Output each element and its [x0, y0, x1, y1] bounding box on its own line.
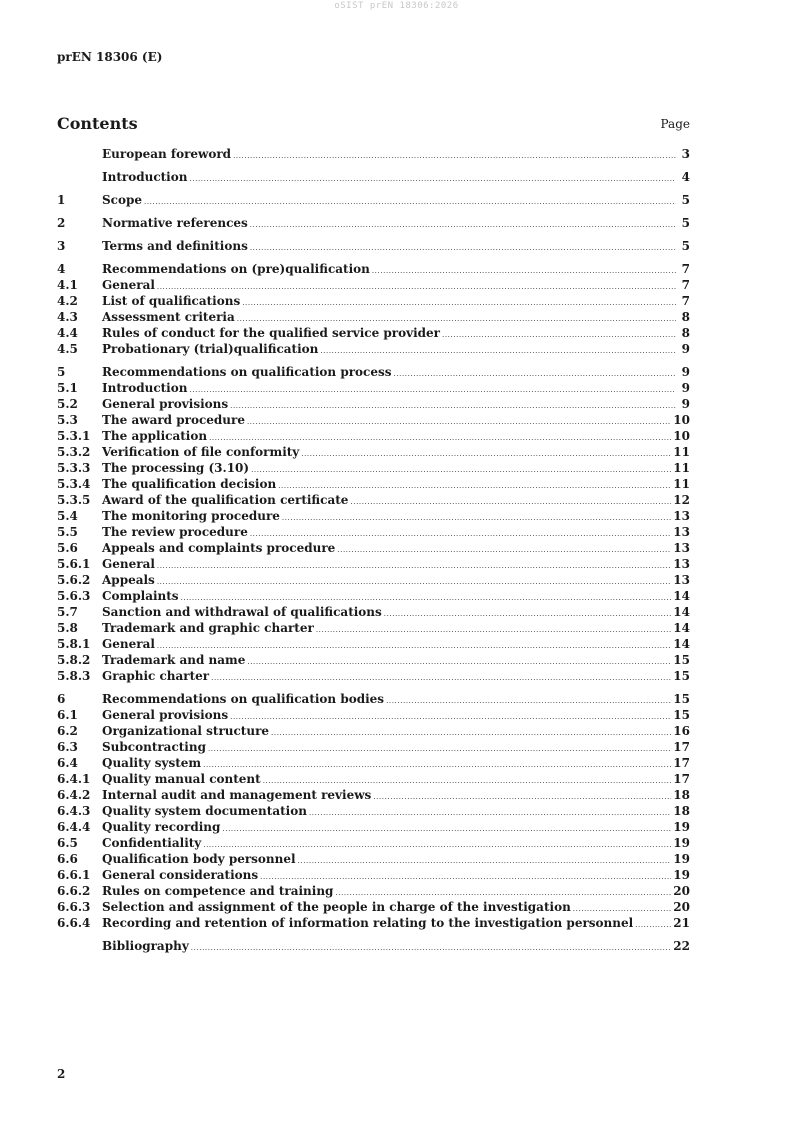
toc-entry-title: Quality recording [102, 820, 221, 834]
toc-entry[interactable] [57, 572, 690, 588]
toc-entry-title: Assessment criteria [102, 310, 235, 324]
toc-entry-title: Graphic charter [102, 669, 210, 683]
toc-entry[interactable] [57, 169, 690, 185]
toc-entry-number: 4 [57, 262, 66, 276]
toc-entry-number: 5.6.2 [57, 573, 91, 587]
toc-dot-leader [222, 821, 671, 837]
toc-entry-page: 21 [673, 916, 690, 930]
toc-entry-number: 4.1 [57, 278, 78, 292]
toc-entry-title: The processing (3.10) [102, 461, 250, 475]
toc-entry-number: 1 [57, 193, 66, 207]
toc-entry-number: 5.8 [57, 621, 78, 635]
toc-dot-leader [251, 462, 671, 478]
toc-entry-number: 6.4.2 [57, 788, 91, 802]
toc-entry-title: Probationary (trial)qualification [102, 342, 319, 356]
toc-entry-number: 2 [57, 216, 66, 230]
toc-dot-leader [384, 606, 672, 622]
contents-title: Contents [57, 114, 138, 133]
toc-dot-leader [373, 789, 671, 805]
toc-entry-page: 8 [681, 310, 690, 324]
toc-entry-page: 15 [673, 653, 690, 667]
toc-dot-leader [211, 670, 671, 686]
toc-entry-page: 12 [673, 493, 690, 507]
toc-entry[interactable] [57, 540, 690, 556]
toc-group [57, 169, 690, 185]
toc-entry-page: 15 [673, 692, 690, 706]
toc-dot-leader [394, 366, 677, 382]
toc-entry-page: 19 [673, 852, 690, 866]
toc-entry[interactable] [57, 192, 690, 208]
toc-dot-leader [350, 494, 671, 510]
toc-entry[interactable] [57, 755, 690, 771]
toc-entry-number: 6.2 [57, 724, 78, 738]
toc-entry-title: Rules of conduct for the qualified service provider [102, 326, 440, 340]
toc-dot-leader [386, 693, 671, 709]
toc-entry-title: Confidentiality [102, 836, 202, 850]
toc-entry-page: 14 [673, 605, 690, 619]
toc-entry[interactable] [57, 723, 690, 739]
toc-entry-title: Quality manual content [102, 772, 261, 786]
toc-dot-leader [189, 171, 676, 187]
toc-entry-page: 11 [673, 445, 690, 459]
toc-entry-page: 11 [673, 461, 690, 475]
watermark: oSIST prEN 18306:2026 [334, 1, 459, 11]
toc-entry-title: Complaints [102, 589, 179, 603]
toc-entry[interactable] [57, 787, 690, 803]
toc-entry-number: 6.1 [57, 708, 78, 722]
toc-entry[interactable] [57, 739, 690, 755]
toc-entry-title: Recommendations on qualification bodies [102, 692, 385, 706]
toc-entry[interactable] [57, 835, 690, 851]
toc-entry-page: 18 [673, 788, 690, 802]
toc-dot-leader [250, 217, 676, 233]
toc-entry-page: 20 [673, 884, 690, 898]
toc-entry-number: 5.3.3 [57, 461, 91, 475]
toc-entry-title: Trademark and name [102, 653, 246, 667]
toc-entry-title: Rules on competence and training [102, 884, 334, 898]
toc-entry[interactable] [57, 261, 690, 277]
toc-entry-title: The monitoring procedure [102, 509, 280, 523]
toc-entry-number: 6.4 [57, 756, 78, 770]
toc-entry-page: 15 [673, 669, 690, 683]
toc-dot-leader [250, 240, 676, 256]
toc-entry-number: 5.1 [57, 381, 78, 395]
toc-entry-title: Introduction [102, 381, 188, 395]
toc-entry-page: 11 [673, 477, 690, 491]
toc-entry-number: 6.4.4 [57, 820, 91, 834]
toc-entry-page: 5 [681, 193, 690, 207]
toc-group [57, 261, 690, 357]
toc-entry-page: 9 [681, 381, 690, 395]
toc-entry-number: 3 [57, 239, 66, 253]
toc-dot-leader [301, 446, 671, 462]
toc-dot-leader [242, 295, 676, 311]
toc-entry-page: 4 [681, 170, 690, 184]
toc-entry-title: Quality system documentation [102, 804, 307, 818]
toc-entry-number: 6.4.3 [57, 804, 91, 818]
toc-entry-page: 5 [681, 239, 690, 253]
toc-entry-page: 17 [673, 740, 690, 754]
toc-entry[interactable] [57, 277, 690, 293]
toc-entry-number: 6.5 [57, 836, 78, 850]
toc-group [57, 364, 690, 684]
document-id: prEN 18306 (E) [57, 50, 163, 64]
toc-entry-page: 7 [681, 262, 690, 276]
toc-entry[interactable] [57, 476, 690, 492]
toc-entry-page: 13 [673, 541, 690, 555]
toc-entry-number: 5.7 [57, 605, 78, 619]
toc-dot-leader [233, 148, 676, 164]
toc-dot-leader [282, 510, 671, 526]
toc-dot-leader [230, 709, 671, 725]
toc-entry[interactable] [57, 396, 690, 412]
toc-entry[interactable] [57, 341, 690, 357]
toc-entry[interactable] [57, 819, 690, 835]
toc-group [57, 691, 690, 931]
toc-entry-title: Selection and assignment of the people in charge of the investigation [102, 900, 571, 914]
toc-entry-number: 6.6 [57, 852, 78, 866]
toc-entry-page: 8 [681, 326, 690, 340]
toc-dot-leader [230, 398, 676, 414]
toc-group [57, 146, 690, 162]
toc-dot-leader [298, 853, 672, 869]
toc-dot-leader [191, 940, 672, 956]
toc-dot-leader [372, 263, 676, 279]
toc-entry[interactable] [57, 309, 690, 325]
toc-entry-page: 14 [673, 589, 690, 603]
toc-entry-number: 5.8.1 [57, 637, 91, 651]
toc-dot-leader [271, 725, 671, 741]
toc-dot-leader [157, 558, 671, 574]
toc-entry[interactable] [57, 803, 690, 819]
toc-entry-title: Verification of file conformity [102, 445, 300, 459]
toc-entry-page: 9 [681, 342, 690, 356]
toc-entry-page: 5 [681, 216, 690, 230]
toc-entry[interactable] [57, 620, 690, 636]
toc-entry[interactable] [57, 412, 690, 428]
toc-entry-title: General provisions [102, 708, 229, 722]
toc-entry-number: 5.3.2 [57, 445, 91, 459]
toc-entry[interactable] [57, 883, 690, 899]
toc-entry-page: 13 [673, 525, 690, 539]
toc-entry-number: 6 [57, 692, 66, 706]
toc-entry-title: European foreword [102, 147, 232, 161]
toc-entry-page: 13 [673, 509, 690, 523]
toc-entry[interactable] [57, 556, 690, 572]
toc-entry-title: Normative references [102, 216, 248, 230]
toc-entry[interactable] [57, 508, 690, 524]
toc-entry-title: Internal audit and management reviews [102, 788, 372, 802]
toc-entry-title: General [102, 278, 155, 292]
toc-entry-page: 20 [673, 900, 690, 914]
toc-entry-page: 10 [673, 429, 690, 443]
toc-entry-number: 5.6 [57, 541, 78, 555]
toc-group [57, 192, 690, 208]
toc-entry-page: 17 [673, 756, 690, 770]
toc-entry[interactable] [57, 364, 690, 380]
toc-dot-leader [157, 574, 671, 590]
toc-entry-page: 16 [673, 724, 690, 738]
toc-dot-leader [208, 741, 671, 757]
toc-entry-title: The application [102, 429, 208, 443]
toc-entry[interactable] [57, 915, 690, 931]
toc-dot-leader [144, 194, 676, 210]
toc-entry-number: 5.4 [57, 509, 78, 523]
toc-entry-page: 13 [673, 573, 690, 587]
toc-entry-title: Bibliography [102, 939, 189, 953]
toc-entry[interactable] [57, 588, 690, 604]
toc-entry-title: General [102, 557, 155, 571]
toc-entry[interactable] [57, 460, 690, 476]
toc-entry-number: 6.6.3 [57, 900, 91, 914]
toc-entry-title: Recording and retention of information relating to the investigation personnel [102, 916, 634, 930]
toc-entry-page: 3 [681, 147, 690, 161]
toc-entry-title: Scope [102, 193, 143, 207]
toc-entry[interactable] [57, 146, 690, 162]
toc-entry[interactable] [57, 938, 690, 954]
toc-entry[interactable] [57, 325, 690, 341]
toc-entry-title: List of qualifications [102, 294, 241, 308]
toc-entry-title: Terms and definitions [102, 239, 248, 253]
toc-entry[interactable] [57, 771, 690, 787]
toc-entry-page: 13 [673, 557, 690, 571]
toc-entry[interactable] [57, 524, 690, 540]
toc-entry[interactable] [57, 238, 690, 254]
toc-entry-number: 4.5 [57, 342, 78, 356]
toc-entry-page: 14 [673, 621, 690, 635]
toc-entry-title: The review procedure [102, 525, 248, 539]
toc-entry[interactable] [57, 867, 690, 883]
toc-entry-title: General considerations [102, 868, 259, 882]
toc-entry-title: Introduction [102, 170, 188, 184]
toc-entry-title: The qualification decision [102, 477, 277, 491]
toc-entry-number: 5.8.2 [57, 653, 91, 667]
toc-entry-number: 5.3 [57, 413, 78, 427]
toc-dot-leader [316, 622, 671, 638]
toc-group [57, 215, 690, 231]
toc-entry-number: 6.6.1 [57, 868, 91, 882]
toc-entry-number: 5.2 [57, 397, 78, 411]
toc-entry-number: 5.3.1 [57, 429, 91, 443]
toc-entry-number: 6.4.1 [57, 772, 91, 786]
toc-entry-number: 5.5 [57, 525, 78, 539]
toc-entry-title: Subcontracting [102, 740, 206, 754]
toc-dot-leader [442, 327, 676, 343]
toc-entry-number: 4.3 [57, 310, 78, 324]
toc-entry-page: 9 [681, 365, 690, 379]
toc-entry-title: Trademark and graphic charter [102, 621, 314, 635]
toc-entry[interactable] [57, 215, 690, 231]
toc-entry-page: 7 [681, 294, 690, 308]
toc-entry-title: Quality system [102, 756, 202, 770]
toc-entry-title: Sanction and withdrawal of qualifications [102, 605, 382, 619]
toc-entry-page: 22 [673, 939, 690, 953]
toc-entry[interactable] [57, 899, 690, 915]
toc-entry-number: 5.3.4 [57, 477, 91, 491]
toc-entry-number: 5.6.1 [57, 557, 91, 571]
toc-dot-leader [189, 382, 676, 398]
toc-group [57, 238, 690, 254]
toc-entry-page: 10 [673, 413, 690, 427]
toc-entry-page: 19 [673, 868, 690, 882]
toc-dot-leader [203, 757, 671, 773]
toc-entry[interactable] [57, 707, 690, 723]
toc-entry-title: Recommendations on qualification process [102, 365, 392, 379]
toc-entry-title: The award procedure [102, 413, 245, 427]
page-number: 2 [57, 1067, 66, 1081]
toc-entry[interactable] [57, 444, 690, 460]
toc-entry-title: Appeals and complaints procedure [102, 541, 336, 555]
toc-dot-leader [635, 917, 671, 933]
toc-entry-page: 7 [681, 278, 690, 292]
toc-entry[interactable] [57, 652, 690, 668]
toc-entry[interactable] [57, 636, 690, 652]
toc-entry[interactable] [57, 691, 690, 707]
toc-entry-page: 14 [673, 637, 690, 651]
toc-entry-page: 17 [673, 772, 690, 786]
toc-entry-number: 4.2 [57, 294, 78, 308]
page-column-label: Page [660, 117, 690, 131]
toc-entry-title: Recommendations on (pre)qualification [102, 262, 370, 276]
toc-entry-title: General [102, 637, 155, 651]
toc-dot-leader [247, 414, 671, 430]
toc-entry-number: 6.3 [57, 740, 78, 754]
toc-entry[interactable] [57, 604, 690, 620]
toc-entry[interactable] [57, 492, 690, 508]
toc-entry[interactable] [57, 380, 690, 396]
toc-entry-title: Qualification body personnel [102, 852, 296, 866]
toc-entry-number: 5.3.5 [57, 493, 91, 507]
toc-entry-number: 5 [57, 365, 66, 379]
toc-entry[interactable] [57, 293, 690, 309]
toc-dot-leader [247, 654, 671, 670]
table-of-contents [57, 146, 690, 961]
toc-entry-number: 5.6.3 [57, 589, 91, 603]
toc-entry[interactable] [57, 668, 690, 684]
toc-entry-page: 19 [673, 820, 690, 834]
toc-dot-leader [337, 542, 671, 558]
toc-group [57, 938, 690, 954]
toc-entry[interactable] [57, 428, 690, 444]
toc-entry-title: Award of the qualification certificate [102, 493, 349, 507]
toc-dot-leader [320, 343, 676, 359]
toc-entry-title: Appeals [102, 573, 155, 587]
toc-entry-page: 18 [673, 804, 690, 818]
toc-entry-number: 6.6.2 [57, 884, 91, 898]
toc-dot-leader [309, 805, 671, 821]
toc-entry[interactable] [57, 851, 690, 867]
toc-entry-title: General provisions [102, 397, 229, 411]
toc-entry-number: 5.8.3 [57, 669, 91, 683]
toc-entry-title: Organizational structure [102, 724, 270, 738]
toc-entry-page: 15 [673, 708, 690, 722]
toc-entry-page: 9 [681, 397, 690, 411]
toc-entry-number: 6.6.4 [57, 916, 91, 930]
toc-entry-page: 19 [673, 836, 690, 850]
toc-entry-number: 4.4 [57, 326, 78, 340]
